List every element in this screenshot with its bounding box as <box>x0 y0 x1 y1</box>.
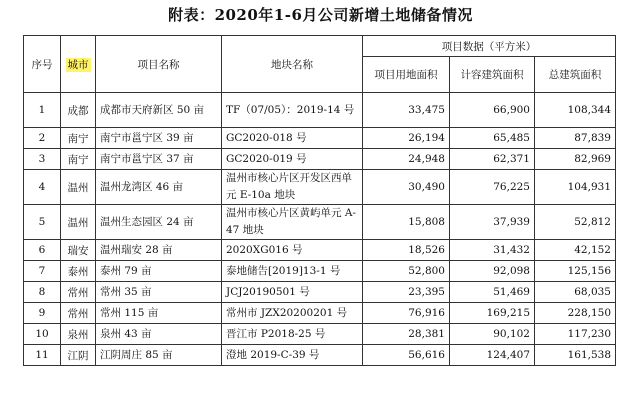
cell-city: 南宁 <box>61 149 96 170</box>
cell-seq: 5 <box>24 205 61 240</box>
cell-far-area: 66,900 <box>450 93 535 128</box>
cell-project: 江阴周庄 85 亩 <box>96 345 222 366</box>
cell-far-area: 124,407 <box>450 345 535 366</box>
cell-city: 瑞安 <box>61 240 96 261</box>
table-row <box>24 261 616 282</box>
cell-total-area: 87,839 <box>535 128 616 149</box>
cell-city: 泉州 <box>61 324 96 345</box>
cell-project: 温州瑞安 28 亩 <box>96 240 222 261</box>
cell-project: 泉州 43 亩 <box>96 324 222 345</box>
cell-far-area: 31,432 <box>450 240 535 261</box>
header-total-area: 总建筑面积 <box>535 57 616 93</box>
cell-project: 常州 35 亩 <box>96 282 222 303</box>
table-row <box>24 324 616 345</box>
cell-plot: 晋江市 P2018-25 号 <box>222 324 363 345</box>
cell-land-area: 30,490 <box>363 170 450 205</box>
cell-city: 温州 <box>61 205 96 240</box>
header-project-data-group: 项目数据（平方米） <box>363 36 616 57</box>
cell-city: 常州 <box>61 282 96 303</box>
cell-seq: 3 <box>24 149 61 170</box>
cell-total-area: 104,931 <box>535 170 616 205</box>
cell-city: 常州 <box>61 303 96 324</box>
cell-land-area: 23,395 <box>363 282 450 303</box>
cell-plot: 澄地 2019-C-39 号 <box>222 345 363 366</box>
table-row <box>24 149 616 170</box>
cell-seq: 4 <box>24 170 61 205</box>
table-row <box>24 345 616 366</box>
cell-plot: 泰地储告[2019]13-1 号 <box>222 261 363 282</box>
cell-seq: 10 <box>24 324 61 345</box>
table-row <box>24 240 616 261</box>
header-far-area: 计容建筑面积 <box>450 57 535 93</box>
cell-project: 常州 115 亩 <box>96 303 222 324</box>
cell-city: 江阴 <box>61 345 96 366</box>
header-land-area: 项目用地面积 <box>363 57 450 93</box>
cell-land-area: 24,948 <box>363 149 450 170</box>
table-row <box>24 205 616 240</box>
cell-city: 泰州 <box>61 261 96 282</box>
cell-land-area: 56,616 <box>363 345 450 366</box>
cell-total-area: 52,812 <box>535 205 616 240</box>
cell-far-area: 169,215 <box>450 303 535 324</box>
table-row <box>24 170 616 205</box>
cell-project: 泰州 79 亩 <box>96 261 222 282</box>
cell-far-area: 65,485 <box>450 128 535 149</box>
cell-city: 南宁 <box>61 128 96 149</box>
cell-plot: JCJ20190501 号 <box>222 282 363 303</box>
cell-city: 成都 <box>61 93 96 128</box>
cell-total-area: 68,035 <box>535 282 616 303</box>
cell-land-area: 26,194 <box>363 128 450 149</box>
cell-far-area: 76,225 <box>450 170 535 205</box>
cell-plot: TF（07/05）：2019-14 号 <box>222 93 363 128</box>
table-row <box>24 282 616 303</box>
table-body <box>24 93 616 366</box>
cell-project: 温州生态园区 24 亩 <box>96 205 222 240</box>
cell-far-area: 62,371 <box>450 149 535 170</box>
cell-far-area: 92,098 <box>450 261 535 282</box>
cell-land-area: 15,808 <box>363 205 450 240</box>
cell-land-area: 52,800 <box>363 261 450 282</box>
page-title: 附表：2020年1-6月公司新增土地储备情况 <box>168 6 473 24</box>
header-project-name: 项目名称 <box>96 36 222 93</box>
cell-land-area: 33,475 <box>363 93 450 128</box>
table-row <box>24 128 616 149</box>
cell-plot: 常州市 JZX20200201 号 <box>222 303 363 324</box>
cell-far-area: 90,102 <box>450 324 535 345</box>
cell-total-area: 117,230 <box>535 324 616 345</box>
cell-land-area: 76,916 <box>363 303 450 324</box>
cell-plot: 温州市核心片区开发区西单元 E-10a 地块 <box>222 170 363 205</box>
cell-seq: 2 <box>24 128 61 149</box>
header-city <box>61 36 96 93</box>
header-plot-name: 地块名称 <box>222 36 363 93</box>
cell-land-area: 28,381 <box>363 324 450 345</box>
cell-total-area: 161,538 <box>535 345 616 366</box>
cell-project: 温州龙湾区 46 亩 <box>96 170 222 205</box>
cell-project: 南宁市邕宁区 37 亩 <box>96 149 222 170</box>
cell-total-area: 228,150 <box>535 303 616 324</box>
header-city-highlight: 城市 <box>67 58 89 71</box>
cell-seq: 7 <box>24 261 61 282</box>
cell-total-area: 108,344 <box>535 93 616 128</box>
table-header <box>24 36 616 93</box>
table-row <box>24 303 616 324</box>
cell-seq: 9 <box>24 303 61 324</box>
table-row <box>24 93 616 128</box>
cell-plot: 2020XG016 号 <box>222 240 363 261</box>
cell-total-area: 82,969 <box>535 149 616 170</box>
cell-total-area: 42,152 <box>535 240 616 261</box>
cell-project: 南宁市邕宁区 39 亩 <box>96 128 222 149</box>
cell-far-area: 37,939 <box>450 205 535 240</box>
land-reserve-table <box>23 35 616 366</box>
cell-far-area: 51,469 <box>450 282 535 303</box>
cell-plot: GC2020-019 号 <box>222 149 363 170</box>
cell-seq: 11 <box>24 345 61 366</box>
cell-seq: 6 <box>24 240 61 261</box>
cell-seq: 8 <box>24 282 61 303</box>
cell-land-area: 18,526 <box>363 240 450 261</box>
header-seq: 序号 <box>24 36 61 93</box>
cell-plot: 温州市核心片区黄屿单元 A-47 地块 <box>222 205 363 240</box>
cell-plot: GC2020-018 号 <box>222 128 363 149</box>
cell-seq: 1 <box>24 93 61 128</box>
cell-city: 温州 <box>61 170 96 205</box>
cell-total-area: 125,156 <box>535 261 616 282</box>
cell-project: 成都市天府新区 50 亩 <box>96 93 222 128</box>
